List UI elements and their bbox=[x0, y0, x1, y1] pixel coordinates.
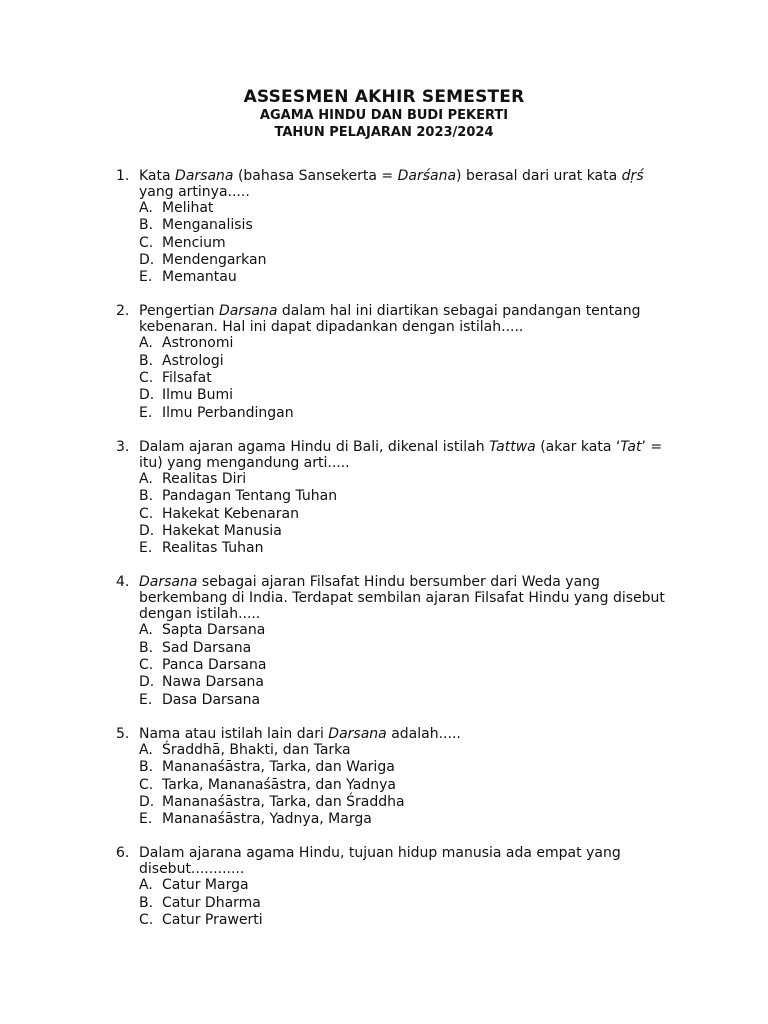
question-number: 1. bbox=[116, 168, 130, 184]
question-text-segment: ’ = itu) yang mengandung arti..... bbox=[139, 438, 663, 471]
option-letter: A. bbox=[139, 741, 153, 758]
option-letter: E. bbox=[139, 269, 153, 286]
question-number: 3. bbox=[116, 438, 130, 455]
question-text bbox=[139, 439, 676, 471]
answer-option bbox=[139, 471, 676, 488]
option-letter: D. bbox=[139, 522, 155, 539]
option-text: Mananaśāstra, Yadnya, Marga bbox=[162, 811, 372, 828]
question-list bbox=[116, 168, 676, 946]
option-letter: A. bbox=[139, 877, 153, 894]
question-item bbox=[116, 303, 676, 421]
answer-option bbox=[139, 540, 676, 557]
question-text-segment: Nama atau istilah lain dari bbox=[139, 725, 329, 742]
option-letter: B. bbox=[139, 488, 154, 505]
option-letter: C. bbox=[139, 370, 154, 387]
question-term: Darsana bbox=[328, 725, 387, 742]
question-text-segment: (bahasa Sansekerta = bbox=[233, 168, 398, 184]
question-text bbox=[139, 303, 676, 335]
answer-option bbox=[139, 742, 676, 759]
answer-option bbox=[139, 353, 676, 370]
option-letter: E. bbox=[139, 691, 153, 708]
option-letter: D. bbox=[139, 793, 155, 810]
question-item bbox=[116, 168, 676, 286]
question-text bbox=[139, 726, 676, 742]
option-text: Mencium bbox=[162, 234, 226, 251]
question-body bbox=[139, 845, 676, 929]
option-letter: C. bbox=[139, 912, 154, 929]
question-term: Darsana bbox=[218, 303, 278, 320]
question-text bbox=[139, 845, 676, 877]
option-letter: C. bbox=[139, 657, 154, 674]
option-letter: E. bbox=[139, 811, 153, 828]
option-letter: C. bbox=[139, 505, 154, 522]
answer-option bbox=[139, 488, 676, 505]
option-letter: B. bbox=[139, 894, 154, 911]
question-number: 2. bbox=[116, 303, 130, 320]
answer-option bbox=[139, 200, 676, 217]
option-letter: B. bbox=[139, 217, 154, 234]
question-text-segment: Dalam ajarana agama Hindu, tujuan hidup manusia ada empat yang disebut............ bbox=[139, 845, 621, 878]
question-text-segment: Dalam ajaran agama Hindu di Bali, dikenal istilah bbox=[139, 438, 490, 455]
option-text: Menganalisis bbox=[162, 217, 253, 234]
question-body bbox=[139, 303, 676, 421]
question-body bbox=[139, 574, 676, 708]
question-text bbox=[139, 574, 676, 622]
question-number: 5. bbox=[116, 725, 130, 742]
answer-option bbox=[139, 370, 676, 387]
option-text: Realitas Diri bbox=[162, 470, 247, 487]
answer-option bbox=[139, 235, 676, 252]
question-item bbox=[116, 726, 676, 828]
option-letter: D. bbox=[139, 387, 155, 404]
option-letter: E. bbox=[139, 404, 153, 421]
document-title: ASSESMEN AKHIR SEMESTER bbox=[243, 87, 525, 107]
answer-option bbox=[139, 335, 676, 352]
question-text-segment: (akar kata ‘ bbox=[535, 438, 621, 455]
question-term: Darśana bbox=[397, 168, 457, 184]
option-letter: A. bbox=[139, 335, 153, 352]
question-term: Tattwa bbox=[489, 438, 536, 455]
option-text: Astronomi bbox=[162, 335, 234, 352]
question-body bbox=[139, 726, 676, 828]
option-letter: C. bbox=[139, 234, 154, 251]
option-letter: D. bbox=[139, 251, 155, 268]
option-text: Sad Darsana bbox=[162, 639, 252, 656]
question-text bbox=[139, 168, 676, 200]
answer-option bbox=[139, 692, 676, 709]
answer-option bbox=[139, 523, 676, 540]
option-letter: B. bbox=[139, 639, 154, 656]
option-letter: A. bbox=[139, 622, 153, 639]
answer-option bbox=[139, 269, 676, 286]
option-text: Melihat bbox=[162, 200, 214, 216]
question-text-segment: yang artinya..... bbox=[139, 184, 250, 200]
option-text: Mananaśāstra, Tarka, dan Wariga bbox=[162, 759, 395, 776]
option-text: Mananaśāstra, Tarka, dan Śraddha bbox=[162, 793, 405, 810]
question-term: Darsana bbox=[139, 574, 198, 591]
option-text: Catur Prawerti bbox=[162, 912, 263, 929]
answer-option bbox=[139, 759, 676, 776]
option-letter: B. bbox=[139, 759, 154, 776]
option-letter: B. bbox=[139, 352, 154, 369]
question-body bbox=[139, 168, 676, 286]
question-term: Tat bbox=[620, 438, 642, 455]
question-item bbox=[116, 845, 676, 929]
option-text: Nawa Darsana bbox=[162, 674, 264, 691]
option-letter: D. bbox=[139, 674, 155, 691]
document-subtitle: AGAMA HINDU DAN BUDI PEKERTI bbox=[259, 108, 509, 123]
option-text: Hakekat Manusia bbox=[162, 522, 282, 539]
option-text: Ilmu Perbandingan bbox=[162, 404, 294, 421]
question-text-segment: dalam hal ini diartikan sebagai pandangan tentang kebenaran. Hal ini dapat dipadankan dengan istilah..... bbox=[139, 303, 641, 336]
option-text: Mendengarkan bbox=[162, 251, 267, 268]
question-term: dṛś bbox=[621, 168, 644, 184]
question-text-segment: sebagai ajaran Filsafat Hindu bersumber dari Weda yang berkembang di India. Terdapat sembilan ajaran Filsafat Hindu yang disebut dengan istilah..... bbox=[139, 574, 665, 623]
option-text: Filsafat bbox=[162, 370, 212, 387]
question-text-segment: Kata bbox=[139, 168, 176, 184]
option-text: Sapta Darsana bbox=[162, 622, 266, 639]
option-text: Astrologi bbox=[162, 352, 224, 369]
answer-option bbox=[139, 674, 676, 691]
answer-option bbox=[139, 405, 676, 422]
option-text: Catur Marga bbox=[162, 877, 249, 894]
answer-option bbox=[139, 877, 676, 894]
option-letter: E. bbox=[139, 540, 153, 557]
answer-option bbox=[139, 506, 676, 523]
option-text: Hakekat Kebenaran bbox=[162, 505, 299, 522]
question-term: Darsana bbox=[175, 168, 234, 184]
option-letter: A. bbox=[139, 200, 153, 216]
option-text: Ilmu Bumi bbox=[162, 387, 233, 404]
option-text: Dasa Darsana bbox=[162, 691, 261, 708]
answer-option bbox=[139, 387, 676, 404]
academic-year: TAHUN PELAJARAN 2023/2024 bbox=[274, 125, 494, 140]
question-body bbox=[139, 439, 676, 557]
question-number: 6. bbox=[116, 845, 130, 862]
answer-option bbox=[139, 252, 676, 269]
question-text-segment: ) berasal dari urat kata bbox=[456, 168, 622, 184]
answer-option bbox=[139, 622, 676, 639]
option-letter: C. bbox=[139, 776, 154, 793]
question-item bbox=[116, 439, 676, 557]
question-text-segment: adalah..... bbox=[386, 725, 461, 742]
option-text: Pandagan Tentang Tuhan bbox=[162, 488, 338, 505]
answer-option bbox=[139, 657, 676, 674]
question-number: 4. bbox=[116, 574, 130, 591]
option-text: Catur Dharma bbox=[162, 894, 261, 911]
answer-option bbox=[139, 217, 676, 234]
answer-option bbox=[139, 794, 676, 811]
answer-option bbox=[139, 811, 676, 828]
answer-option bbox=[139, 777, 676, 794]
option-letter: A. bbox=[139, 470, 153, 487]
option-text: Realitas Tuhan bbox=[162, 540, 264, 557]
question-text-segment: Pengertian bbox=[139, 303, 219, 320]
answer-option bbox=[139, 912, 676, 929]
answer-option bbox=[139, 895, 676, 912]
question-item bbox=[116, 574, 676, 708]
option-text: Tarka, Mananaśāstra, dan Yadnya bbox=[162, 776, 396, 793]
option-text: Memantau bbox=[162, 269, 237, 286]
answer-option bbox=[139, 640, 676, 657]
option-text: Śraddhā, Bhakti, dan Tarka bbox=[162, 741, 351, 758]
option-text: Panca Darsana bbox=[162, 657, 267, 674]
document-header bbox=[0, 87, 768, 141]
